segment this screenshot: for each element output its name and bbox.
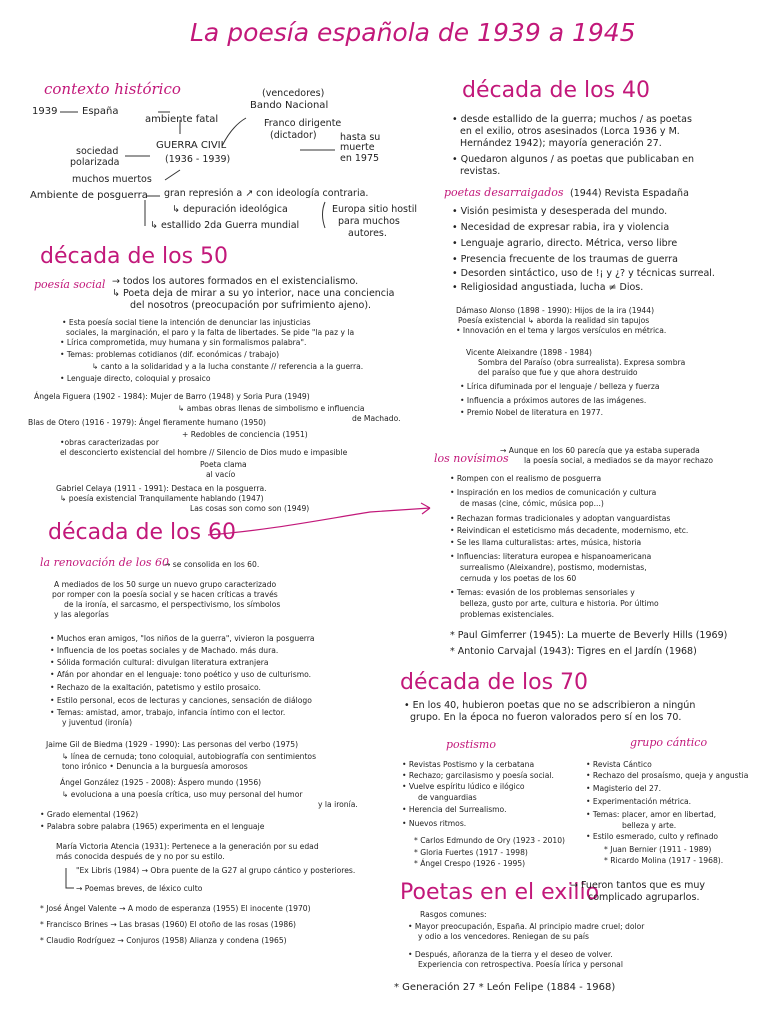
postismo-6: • Nuevos ritmos.: [402, 819, 467, 828]
gil-biedma-3: tono irónico • Denuncia a la burguesía amorosos: [62, 762, 248, 771]
postismo-7: * Carlos Edmundo de Ory (1923 - 2010): [414, 836, 565, 845]
gil-biedma-2: ↳ línea de cernuda; tono coloquial, autobiografía con sentimientos: [62, 752, 317, 761]
cantico-4: • Experimentación métrica.: [586, 797, 692, 806]
damaso-2: Poesía existencial ↳ aborda la realidad sin tapujos: [458, 316, 650, 325]
aleixandre-4: • Lírica difuminada por el lenguaje / belleza y fuerza: [460, 382, 660, 391]
polarizada: polarizada: [70, 157, 120, 168]
postismo-label: postismo: [446, 738, 496, 751]
novisimos-c10: • Temas: evasión de los problemas sensoriales y: [450, 588, 635, 597]
cantico-8: * Juan Bernier (1911 - 1989): [604, 845, 712, 854]
year-1939: 1939: [32, 106, 58, 117]
d40-b4: • Presencia frecuente de los traumas de guerra: [452, 254, 678, 265]
postismo-1: • Revistas Postismo y la cerbatana: [402, 760, 535, 769]
d60-p4: y las alegorías: [54, 610, 109, 619]
novisimos-t2: la poesía social, a mediados se da mayor rechazo: [524, 456, 714, 465]
franco-label: Franco dirigente: [264, 118, 342, 129]
d40-a5: revistas.: [460, 166, 501, 177]
d40-a3: Hernández 1942); mayoría generación 27.: [460, 138, 662, 149]
atencia-2: más conocida después de y no por su estilo.: [56, 852, 225, 861]
bando-nacional: Bando Nacional: [250, 100, 329, 111]
novisimos-c1: • Rompen con el realismo de posguerra: [450, 474, 602, 483]
exilio-heading: Poetas en el exilio: [400, 880, 600, 905]
d60-heading: década de los 60: [48, 520, 237, 545]
cantico-1: • Revista Cántico: [586, 760, 652, 769]
damaso-1: Dámaso Alonso (1898 - 1990): Hijos de la ira (1944): [456, 306, 655, 315]
novisimos-c9: cernuda y los poetas de los 60: [460, 574, 577, 583]
d40-a4: • Quedaron algunos / as poetas que publicaban en: [452, 154, 694, 165]
d60-m8: y juventud (ironía): [62, 718, 133, 727]
postismo-5: • Herencia del Surrealismo.: [402, 805, 507, 814]
social-l2: ↳ Poeta deja de mirar a su yo interior, nace una conciencia: [112, 288, 395, 299]
novisimos-c11: belleza, gusto por arte, cultura e historia. Por último: [460, 599, 659, 608]
cantico-5: • Temas: placer, amor en libertad,: [586, 810, 717, 819]
d60-p1: A mediados de los 50 surge un nuevo grupo caracterizado: [54, 580, 277, 589]
cantico-3: • Magisterio del 27.: [586, 784, 662, 793]
ambiente-fatal: ambiente fatal: [145, 114, 219, 125]
blas-2: + Redobles de conciencia (1951): [182, 430, 308, 439]
blas-1: Blas de Otero (1916 - 1979): Ángel fieramente humano (1950): [28, 418, 267, 427]
novisimos-c6: • Se les llama culturalistas: artes, música, historia: [450, 538, 642, 547]
d70-t2: grupo. En la época no fueron valorados pero sí en los 70.: [410, 712, 682, 723]
sociedad: sociedad: [76, 146, 119, 157]
d50-b1b: sociales, la marginación, el paro y la falta de libertades. Se pide "la paz y la: [66, 328, 355, 337]
cantico-7: • Estilo esmerado, culto y refinado: [586, 832, 719, 841]
d40-b1: • Visión pesimista y desesperada del mundo.: [452, 206, 668, 217]
exilio-r2: y odio a los vencedores. Reniegan de su país: [418, 932, 589, 941]
muerte: muerte: [340, 142, 375, 153]
postismo-3: • Vuelve espíritu lúdico e ilógico: [402, 782, 525, 791]
cantico-9: * Ricardo Molina (1917 - 1968).: [604, 856, 724, 865]
angel-gonzalez-3: y la ironía.: [318, 800, 358, 809]
gabriel-1: Gabriel Celaya (1911 - 1991): Destaca en la posguerra.: [56, 484, 267, 493]
exilio-t1: → Fueron tantos que es muy: [570, 880, 706, 891]
d50-b4: • Lenguaje directo, coloquial y prosaico: [60, 374, 211, 383]
d60-m2: • Influencia de los poetas sociales y de Machado. más dura.: [50, 646, 279, 655]
exilio-r1: • Mayor preocupación, España. Al principio madre cruel; dolor: [408, 922, 645, 931]
depuracion: ↳ depuración ideológica: [172, 204, 288, 215]
novisimos-c7: • Influencias: literatura europea e hispanoamericana: [450, 552, 652, 561]
d50-b1a: • Esta poesía social tiene la intención de denunciar las injusticias: [62, 318, 311, 327]
d50-b1c: • Lírica comprometida, muy humana y sin formalismos palabra".: [60, 338, 307, 347]
poeta-clama-2: al vacío: [206, 470, 236, 479]
page-title: La poesía española de 1939 a 1945: [190, 18, 636, 47]
renovacion-label: la renovación de los 60: [40, 556, 170, 569]
novisimos-c12: problemas existenciales.: [460, 610, 555, 619]
vencedores-label: (vencedores): [262, 88, 325, 99]
angela-1: Ángela Figuera (1902 - 1984): Mujer de Barro (1948) y Soria Pura (1949): [34, 392, 310, 401]
gabriel-2: ↳ poesía existencial Tranquilamente hablando (1947): [60, 494, 264, 503]
d70-t1: • En los 40, hubieron poetas que no se adscribieron a ningún: [404, 700, 696, 711]
postismo-9: * Ángel Crespo (1926 - 1995): [414, 859, 526, 868]
angela-2: ↳ ambas obras llenas de simbolismo e influencia: [178, 404, 365, 413]
dictador-label: (dictador): [270, 130, 317, 141]
blas-3: •obras caracterizadas por: [60, 438, 159, 447]
exilio-generacion: * Generación 27 * León Felipe (1884 - 1968): [394, 982, 616, 993]
represion: gran represión a ↗ con ideología contraria.: [164, 188, 369, 199]
aleixandre-6: • Premio Nobel de literatura en 1977.: [460, 408, 604, 417]
angel-gonzalez-1: Ángel González (1925 - 2008): Áspero mundo (1956): [60, 778, 262, 787]
atencia-1: María Victoria Atencia (1931): Pertenece a la generación por su edad: [56, 842, 319, 851]
poesia-social-label: poesía social: [34, 278, 106, 291]
novisimos-c3: de masas (cine, cómic, música pop...): [460, 499, 604, 508]
aleixandre-5: • Influencia a próximos autores de las imágenes.: [460, 396, 647, 405]
gabriel-3: Las cosas son como son (1949): [190, 504, 310, 513]
estallido: ↳ estallido 2da Guerra mundial: [150, 220, 300, 231]
atencia-4: → Poemas breves, de léxico culto: [76, 884, 203, 893]
cantico-6: belleza y arte.: [622, 821, 677, 830]
d40-b3: • Lenguaje agrario, directo. Métrica, verso libre: [452, 238, 678, 249]
postismo-8: * Gloria Fuertes (1917 - 1998): [414, 848, 528, 857]
europa-3: autores.: [348, 228, 387, 239]
d60-p3: de la ironía, el sarcasmo, el perspectivismo, los símbolos: [64, 600, 281, 609]
novisimos-label: los novísimos: [434, 452, 509, 465]
exilio-r4: Experiencia con retrospectiva. Poesía lírica y personal: [418, 960, 623, 969]
d60-m7: • Temas: amistad, amor, trabajo, infancia íntimo con el lector.: [50, 708, 286, 717]
exilio-r3: • Después, añoranza de la tierra y el deseo de volver.: [408, 950, 613, 959]
angel-gonzalez-5: • Palabra sobre palabra (1965) experimenta en el lenguaje: [40, 822, 265, 831]
blas-4: el desconcierto existencial del hombre // Silencio de Dios mudo e impasible: [60, 448, 348, 457]
novisimos-c8: surrealismo (Aleixandre), postismo, modernistas,: [460, 563, 647, 572]
d60-m5: • Rechazo de la exaltación, patetismo y estilo prosaico.: [50, 683, 261, 692]
angel-gonzalez-2: ↳ evoluciona a una poesía crítica, uso muy personal del humor: [62, 790, 303, 799]
d60-m3: • Sólida formación cultural: divulgan literatura extranjera: [50, 658, 269, 667]
postismo-4: de vanguardias: [418, 793, 477, 802]
d60-p2: por romper con la poesía social y se hacen críticas a través: [52, 590, 278, 599]
d60-m1: • Muchos eran amigos, "los niños de la guerra", vivieron la posguerra: [50, 634, 315, 643]
d50-heading: década de los 50: [40, 244, 229, 269]
desarraigados-text: (1944) Revista Espadaña: [570, 188, 689, 199]
d40-a1: • desde estallido de la guerra; muchos / as poetas: [452, 114, 692, 125]
espana-label: España: [82, 106, 119, 117]
hasta-su: hasta su: [340, 132, 381, 143]
d40-b2: • Necesidad de expresar rabia, ira y violencia: [452, 222, 670, 233]
angela-3: de Machado.: [352, 414, 401, 423]
ambiente-posguerra: Ambiente de posguerra: [30, 190, 148, 201]
novisimos-c5: • Reivindican el esteticismo más decadente, modernismo, etc.: [450, 526, 689, 535]
atencia-3: "Ex Libris (1984) → Obra puente de la G27 al grupo cántico y posteriores.: [76, 866, 356, 875]
contexto-heading: contexto histórico: [44, 80, 181, 98]
guerra-years: (1936 - 1939): [165, 154, 231, 165]
social-l3: del nosotros (preocupación por sufrimiento ajeno).: [130, 300, 372, 311]
europa-1: Europa sitio hostil: [332, 204, 417, 215]
aleixandre-3: del paraíso que fue y que ahora destruido: [478, 368, 638, 377]
aleixandre-2: Sombra del Paraíso (obra surrealista). Expresa sombra: [478, 358, 686, 367]
gil-biedma-1: Jaime Gil de Biedma (1929 - 1990): Las personas del verbo (1975): [46, 740, 299, 749]
damaso-3: • Innovación en el tema y largos versículos en métrica.: [456, 326, 667, 335]
en-1975: en 1975: [340, 153, 380, 164]
claudio-rodriguez: * Claudio Rodríguez → Conjuros (1958) Alianza y condena (1965): [40, 936, 287, 945]
muchos-muertos: muchos muertos: [72, 174, 152, 185]
aleixandre-1: Vicente Aleixandre (1898 - 1984): [466, 348, 592, 357]
d40-b6: • Religiosidad angustiada, lucha ≠ Dios.: [452, 282, 644, 293]
angel-gonzalez-4: • Grado elemental (1962): [40, 810, 139, 819]
d60-m4: • Afán por ahondar en el lenguaje: tono poético y uso de culturismo.: [50, 670, 312, 679]
social-l1: → todos los autores formados en el existencialismo.: [112, 276, 359, 287]
valente: * José Ángel Valente → A modo de esperanza (1955) El inocente (1970): [40, 904, 311, 913]
d70-heading: década de los 70: [400, 670, 589, 695]
europa-2: para muchos: [338, 216, 400, 227]
postismo-2: • Rechazo; garcilasismo y poesía social.: [402, 771, 554, 780]
novisimos-t1: → Aunque en los 60 parecía que ya estaba superada: [500, 446, 700, 455]
d50-b2: • Temas: problemas cotidianos (dif. económicas / trabajo): [60, 350, 280, 359]
cantico-label: grupo cántico: [630, 736, 708, 749]
carvajal: * Antonio Carvajal (1943): Tigres en el Jardín (1968): [450, 646, 697, 657]
exilio-t2: complicado agruparlos.: [588, 892, 700, 903]
renovacion-text: → se consolida en los 60.: [164, 560, 260, 569]
novisimos-c2: • Inspiración en los medios de comunicación y cultura: [450, 488, 657, 497]
poeta-clama-1: Poeta clama: [200, 460, 247, 469]
d40-b5: • Desorden sintáctico, uso de !¡ y ¿? y técnicas surreal.: [452, 268, 715, 279]
d60-m6: • Estilo personal, ecos de lecturas y canciones, sensación de diálogo: [50, 696, 312, 705]
desarraigados-label: poetas desarraigados: [444, 186, 564, 199]
cantico-2: • Rechazo del prosaísmo, queja y angustia: [586, 771, 749, 780]
guerra-civil: GUERRA CIVIL: [156, 140, 227, 151]
novisimos-c4: • Rechazan formas tradicionales y adoptan vanguardistas: [450, 514, 671, 523]
d50-b3: ↳ canto a la solidaridad y a la lucha constante // referencia a la guerra.: [92, 362, 364, 371]
d40-a2: en el exilio, otros asesinados (Lorca 1936 y M.: [460, 126, 680, 137]
d40-heading: década de los 40: [462, 78, 651, 103]
gimferrer: * Paul Gimferrer (1945): La muerte de Beverly Hills (1969): [450, 630, 728, 641]
brines: * Francisco Brines → Las brasas (1960) El otoño de las rosas (1986): [40, 920, 296, 929]
exilio-rasgos: Rasgos comunes:: [420, 910, 487, 919]
